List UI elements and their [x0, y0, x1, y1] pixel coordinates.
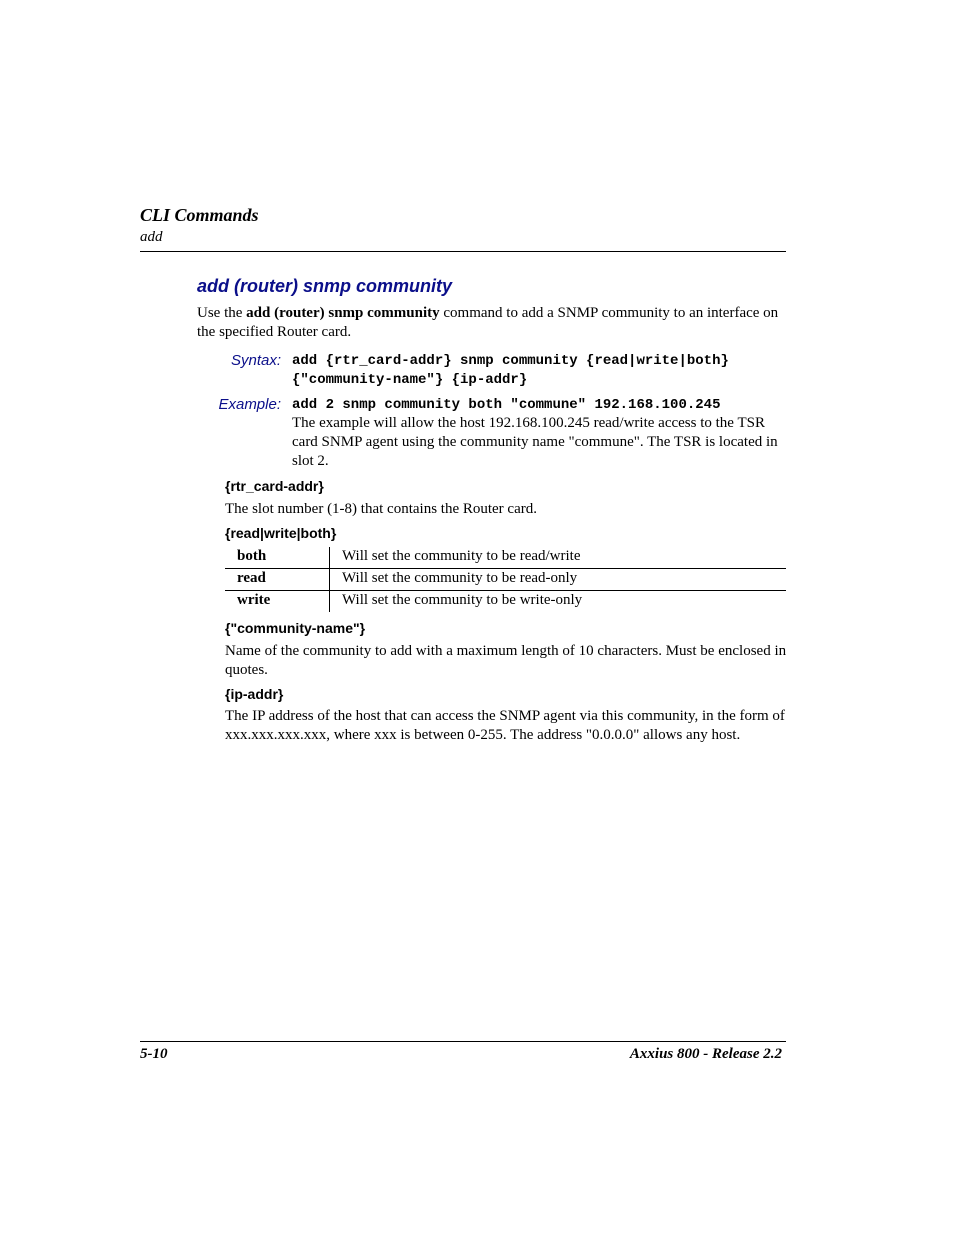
- syntax-line-2: {"community-name"} {ip-addr}: [292, 372, 528, 388]
- table-row: [225, 591, 786, 613]
- param-rtr-card-addr-description: The slot number (1-8) that contains the Router card.: [225, 501, 537, 517]
- footer-product: Axxius 800 - Release 2.2: [629, 1046, 782, 1062]
- syntax-line-1: add {rtr_card-addr} snmp community {read|write|both}: [292, 353, 729, 369]
- intro-command: add (router) snmp community: [246, 305, 440, 321]
- param-ip-addr: {ip-addr}: [225, 686, 284, 702]
- param-rtr-card-addr: {rtr_card-addr}: [225, 478, 324, 494]
- example-command: add 2 snmp community both "commune" 192.168.100.245: [292, 397, 721, 413]
- option-key: read: [225, 569, 330, 591]
- option-value: Will set the community to be write-only: [330, 591, 787, 613]
- option-value: Will set the community to be read-only: [330, 569, 787, 591]
- intro-pre: Use the: [197, 305, 247, 321]
- header-rule: [140, 251, 786, 252]
- intro-post: command to add a SNMP community to an interface on the specified Router card.: [197, 305, 779, 340]
- param-ip-addr-description: The IP address of the host that can access the SNMP agent via this community, in the form of xxx.xxx.xxx.xxx, where xxx is between 0-255. The address "0.0.0.0" allows any host.: [225, 708, 785, 743]
- table-row: [225, 569, 786, 591]
- option-value: Will set the community to be read/write: [342, 548, 581, 564]
- example-description: The example will allow the host 192.168.100.245 read/write access to the TSR card SNMP agent using the community name "commune". The TSR is located in slot 2.: [292, 415, 778, 469]
- page-number: 5-10: [140, 1046, 168, 1062]
- option-key: write: [225, 591, 330, 613]
- running-header-title: CLI Commands: [140, 205, 259, 225]
- section-title: add (router) snmp community: [197, 276, 453, 296]
- param-community-name: {"community-name"}: [225, 620, 366, 636]
- param-community-name-description: Name of the community to add with a maximum length of 10 characters. Must be enclosed in quotes.: [225, 643, 787, 678]
- footer-rule: [140, 1041, 786, 1042]
- options-table: [225, 547, 786, 612]
- table-row: [225, 547, 786, 569]
- intro-paragraph: [197, 304, 787, 342]
- option-key: both: [225, 547, 330, 569]
- example-label: Example:: [218, 396, 281, 413]
- running-header-subtitle: add: [140, 229, 163, 245]
- syntax-label: Syntax:: [230, 352, 281, 369]
- param-read-write-both: {read|write|both}: [225, 525, 337, 541]
